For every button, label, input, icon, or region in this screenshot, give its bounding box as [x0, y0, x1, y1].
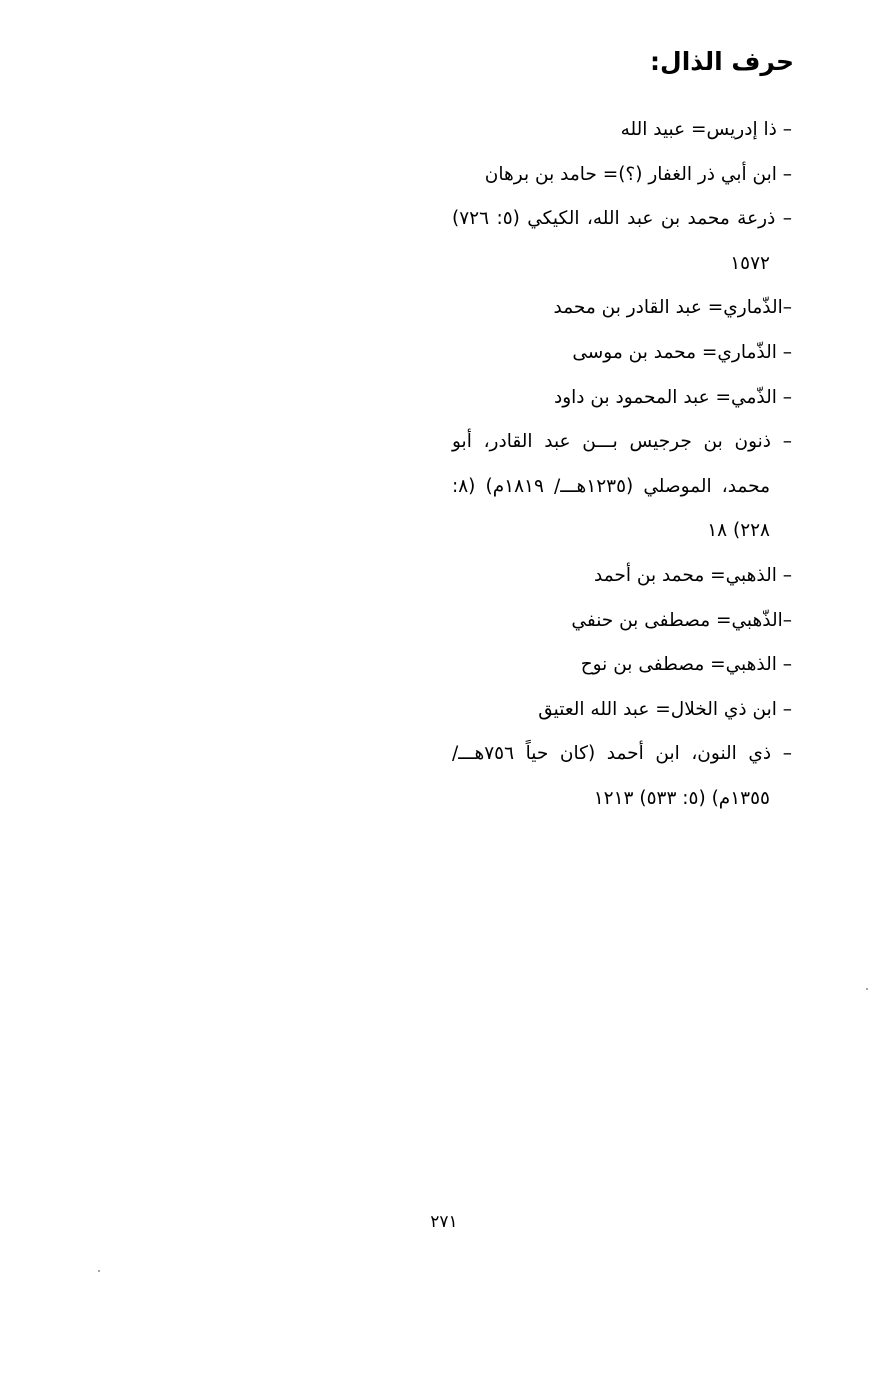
index-entry: – ذي النون، ابن أحمد (كان حياً ٧٥٦هـــ/ ١٣٥٥م) (٥: ٥٣٣) ١٢١٣	[452, 743, 792, 809]
scan-speck	[98, 1270, 100, 1272]
index-entry: – ابن أبي ذر الغفار (؟)= حامد بن برهان	[484, 163, 792, 185]
scan-speck	[866, 988, 868, 990]
index-entry: – الذهبي= مصطفى بن نوح	[580, 654, 792, 676]
index-entry: –الذّماري= عبد القادر بن محمد	[553, 297, 792, 319]
page-number: ٢٧١	[430, 1212, 458, 1232]
index-entry: – الذهبي= محمد بن أحمد	[594, 564, 792, 586]
index-entry: –الذّهبي= مصطفى بن حنفي	[571, 609, 792, 631]
index-entry: – ذا إدريس= عبيد الله	[620, 119, 792, 140]
index-entry: – ذرعة محمد بن عبد الله، الكيكي (٥: ٧٢٦) ١٥٧٢	[452, 208, 792, 274]
index-entry: – الذّماري= محمد بن موسى	[572, 341, 792, 363]
index-entry: – ابن ذي الخلال= عبد الله العتيق	[538, 698, 792, 720]
index-entry: – الذّمي= عبد المحمود بن داود	[554, 386, 792, 408]
index-entry: – ذنون بن جرجيس بـــن عبد القادر، أبو محمد، الموصلي (١٢٣٥هـــ/ ١٨١٩م) (٨: ٢٢٨) ١٨	[452, 431, 792, 542]
section-heading: حرف الذال:	[650, 47, 794, 76]
index-entry-list	[452, 108, 792, 822]
